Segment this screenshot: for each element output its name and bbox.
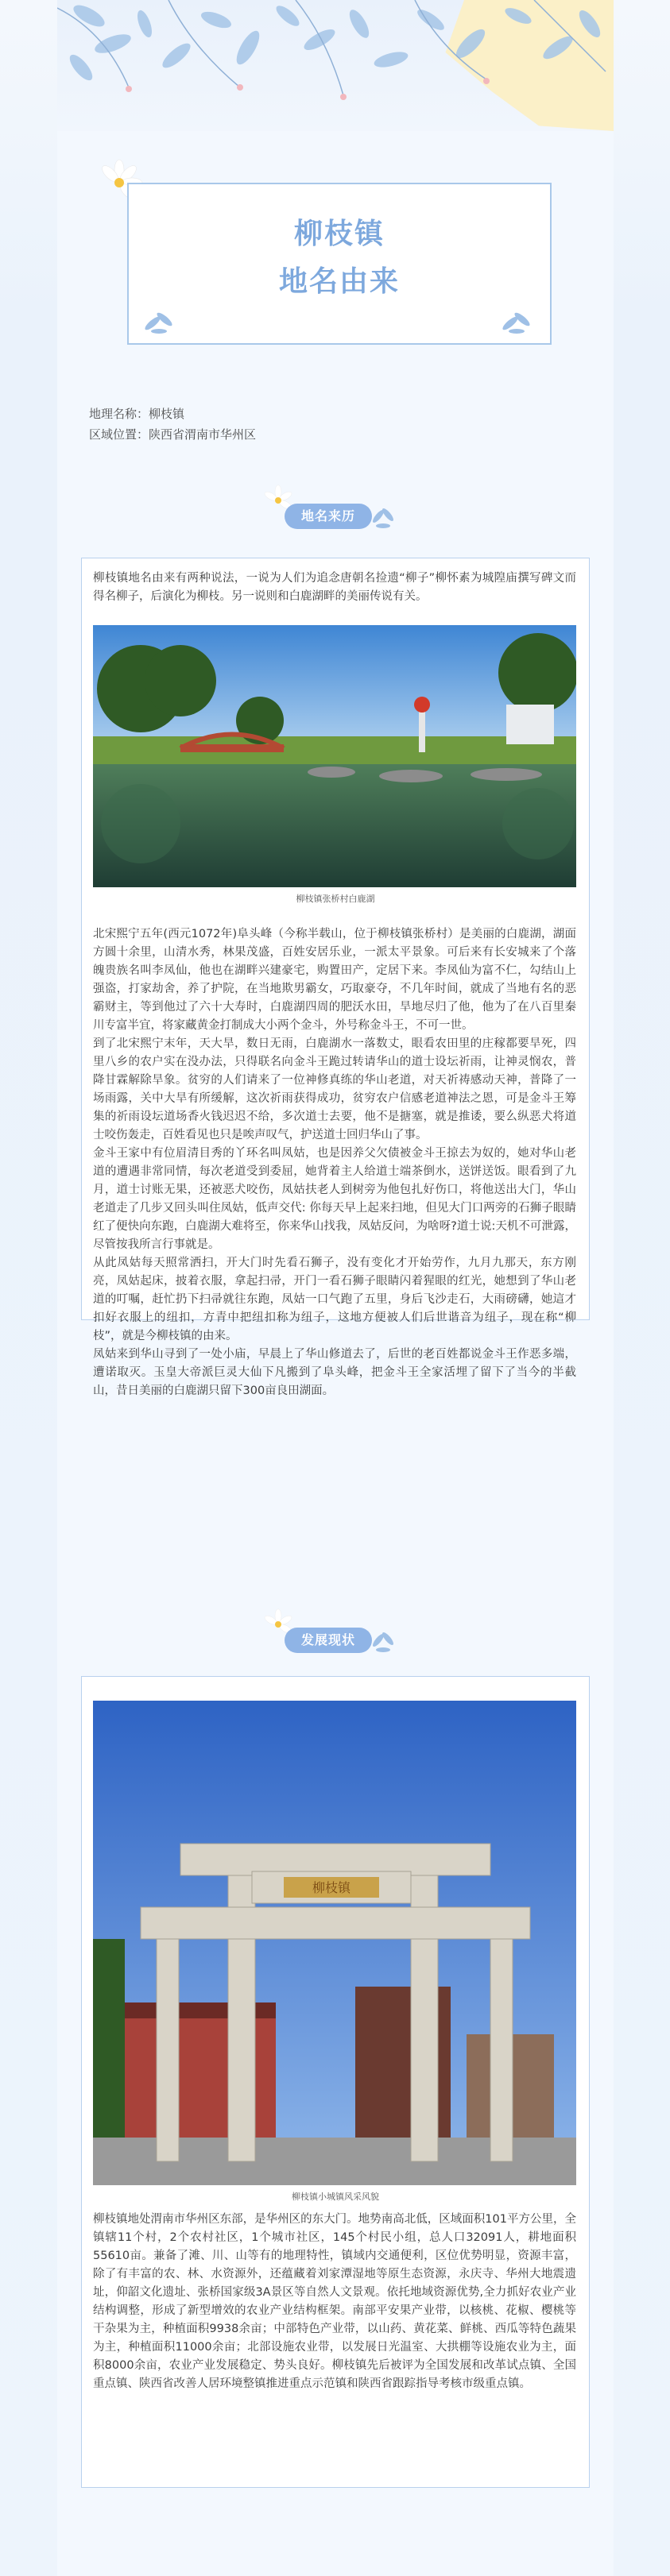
- story-paragraph: 到了北宋熙宁末年，天大旱，数日无雨，白鹿湖水一落数丈，眼看农田里的庄稼都要旱死，四里八乡的农户实在没办法，只得联名向金斗王跪过转请华山的道士设坛祈雨，让神灵悯农，普降甘霖解除旱象。贫穷的人们请来了一位神修真练的华山老道，对天祈祷感动天神，普降了一场雨露，关中大旱有所缓解，这次祈雨获得成功，贫穷农户信感老道神法之恩，可是金斗王筹集的祈雨设坛道场香火钱迟迟不给，多次道士去要，他不是搪塞，就是推诿，要么纵恶犬将道士咬伤轰走，百姓看见也只是唉声叹气，护送道士回归华山了事。: [93, 1037, 576, 1141]
- section2-box: [81, 1676, 590, 2488]
- story-paragraph: 北宋熙宁五年(西元1072年)阜头峰（今称半载山，位于柳枝镇张桥村）是美丽的白鹿湖，湖面方圆十余里，山清水秀，林果茂盛，百姓安居乐业，一派太平景象。可后来有长安城来了个落魄贵族名叫李凤仙，他也在湖畔兴建豪宅，购置田产，定居下来。李凤仙为富不仁，勾结山上强盗，打家劫舍，养了护院，在当地欺男霸女，巧取豪夺，不几年时间，就成了当地有名的恶霸财主，等到他过了六十大寿时，白鹿湖四周的肥沃水田，旱地尽归了他，他为了在八百里秦川专富半宜，将家藏黄金打制成大小两个金斗，外号称金斗王，不可一世。: [93, 928, 576, 1032]
- leaf-sprig-icon: [367, 499, 399, 534]
- section1-heading-label: 地名来历: [285, 504, 372, 529]
- title-line2: 地名由来: [278, 265, 400, 298]
- section1-intro: 柳枝镇地名由来有两种说法，一说为人们为追念唐朝名捡遗“柳子”柳怀素为城隍庙撰写碑文而得名柳子，后演化为柳枝。另一说则和白鹿湖畔的美丽传说有关。: [93, 572, 576, 603]
- place-name-label: 地理名称：: [89, 407, 149, 421]
- place-name-value: 柳枝镇: [149, 407, 185, 421]
- region-label: 区域位置：: [89, 427, 149, 442]
- leaf-sprig-icon: [367, 1623, 399, 1658]
- place-name-row: [89, 404, 256, 424]
- arch-sign-text: 柳枝镇: [312, 1880, 351, 1895]
- section1-box: [81, 558, 590, 925]
- title-line1: 柳枝镇: [293, 218, 385, 250]
- leaf-sprig-icon: [494, 299, 542, 339]
- story-paragraph: 凤姑来到华山寻到了一处小庙，早晨上了华山修道去了，后世的老百姓都说金斗王作恶多端，遭诺取灭。玉皇大帝派巨灵大仙下凡搬到了阜头峰，把金斗王全家活埋了留下了当今的半截山，昔日美丽的白鹿湖只留下300亩良田湖面。: [93, 1348, 576, 1397]
- story-text: [93, 925, 576, 1400]
- section1-heading: [262, 485, 405, 540]
- location-info: [89, 404, 256, 445]
- floral-banner: [57, 0, 614, 131]
- leaf-branches-icon: [57, 0, 614, 131]
- story-paragraph: 从此凤姑每天照常洒扫，开大门时先看石狮子，没有变化才开始劳作，九月九那天，东方刚亮，凤姑起床，披着衣服，拿起扫帚，开门一看石狮子眼睛闪着猩眼的红光，她想到了华山老道的叮嘱，赶忙扔下扫帚就往东跑，凤姑一口气跑了五里，身后飞沙走石，大雨磅礴，她這才扣好衣服上的纽扣，方青中把纽扣称为纽子，这地方便被人们后世谐音为纽子，现在称“柳枝”，就是今柳枝镇的由来。: [93, 1257, 576, 1342]
- region-value: 陕西省渭南市华州区: [149, 427, 257, 442]
- leaf-sprig-icon: [137, 299, 184, 339]
- section2-heading-label: 发展现状: [285, 1628, 372, 1653]
- development-text: 柳枝镇地处渭南市华州区东部，是华州区的东大门。地势南高北低，区域面积101平方公里，全镇辖11个村，2个农村社区，1个城市社区，145个村民小组，总人口32091人，耕地面积55610亩。兼备了滩、川、山等有的地理特性，镇域内交通便利，区位优势明显，资源丰富，除了有丰富的农、林、水资源外，还蕴藏着刘家潭湿地等原生态资源，永庆寺、华州大地震遗址，仰韶文化遗址、张桥国家级3A景区等自然人文景观。依托地域资源优势,全力抓好农业产业结构调整，形成了新型增效的农业产业结构框架。南部平安果产业带，以核桃、花椒、樱桃等干杂果为主，种植面积9938余亩；中部特色产业带，以山药、黄花菜、鲜桃、西瓜等特色蔬果为主，种植面积11000余亩；北部设施农业带，以发展日光温室、大拱棚等设施农业为主，面积8000余亩，农业产业发展稳定、势头良好。柳枝镇先后被评为全国发展和改革试点镇、全国重点镇、陕西省改善人居环境整镇推进重点示范镇和陕西省跟踪指导考核市级重点镇。: [93, 2213, 576, 2390]
- lake-photo-illustration: [93, 625, 576, 887]
- story-paragraph: 金斗王家中有位眉清目秀的丫环名叫凤姑，也是因养父欠债被金斗王掠去为奴的，她对华山老道的遭遇非常同情，每次老道受到委屈，她背着主人给道士端茶倒水，送饼送饭。眼看到了九月，道士讨账无果，还被恶犬咬伤，凤姑扶老人到树旁为他包扎好伤口，将他送出大门，华山老道走了几步又回头叫住凤姑，低声交代: 你每天早上起来扫地，但见大门口两旁的石狮子眼睛红了便快向东跑，白鹿湖大难将至，你来华山找我，凤姑反问，为啥呀?道士说:天机不可泄露，尽管按我所言行事就是。: [93, 1147, 576, 1251]
- town-arch-illustration: [93, 1701, 576, 2185]
- title-card: [127, 183, 552, 345]
- lake-photo-caption: 柳枝镇张桥村白鹿湖: [296, 894, 375, 904]
- region-row: [89, 424, 256, 445]
- town-arch-photo: [93, 1701, 576, 2185]
- lake-photo: [93, 625, 576, 887]
- town-photo-caption: 柳枝镇小城镇风采风貌: [292, 2192, 379, 2202]
- section1-story: [81, 922, 590, 1397]
- section2-heading: [262, 1609, 405, 1664]
